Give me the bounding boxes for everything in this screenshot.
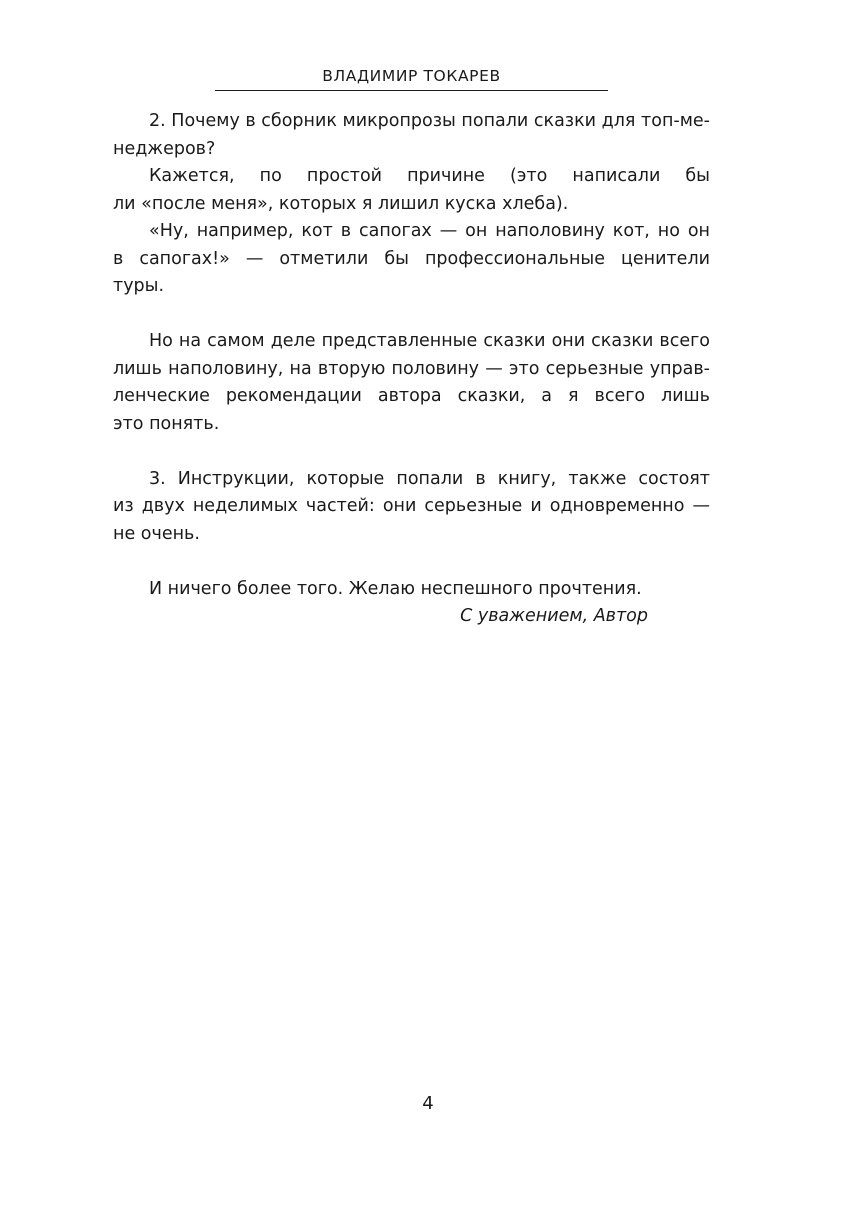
text-line: Но на самом деле представленные сказки они сказки всего [149,331,710,351]
text-line: ленческие рекомендации автора сказки, а я всего лишь [113,386,710,406]
paragraph-gap [113,301,710,329]
text-line: И ничего более того. Желаю неспешного прочтения. [149,578,642,599]
text-line: это понять. [113,413,220,434]
text-line: в сапогах!» — отметили бы профессиональные ценители [113,248,710,269]
text-line: 2. Почему в сборник микропрозы попали сказки для топ-ме- [149,111,710,131]
paragraph-gap [113,438,710,466]
text-line: неджеров? [113,138,216,159]
running-header-author: ВЛАДИМИР ТОКАРЕВ [215,66,608,91]
text-line: ли «после меня», которых я лишил куска хлеба). [113,193,569,214]
text-line: Кажется, по простой причине (это написали бы [149,166,710,186]
text-line: из двух неделимых частей: они серьезные и одновременно — [113,496,710,516]
paragraph-gap [113,548,710,576]
text-line: «Ну, например, кот в сапогах — он наполовину кот, но он [149,221,710,241]
body-text [113,108,710,631]
signature: С уважением, Автор [460,606,648,626]
text-line: 3. Инструкции, которые попали в книгу, также состоят [149,468,710,489]
text-line: не очень. [113,523,200,544]
text-line: лишь наполовину, на вторую половину — это серьезные управ- [113,358,710,379]
page-number: 4 [422,1093,434,1114]
text-line: туры. [113,276,165,296]
